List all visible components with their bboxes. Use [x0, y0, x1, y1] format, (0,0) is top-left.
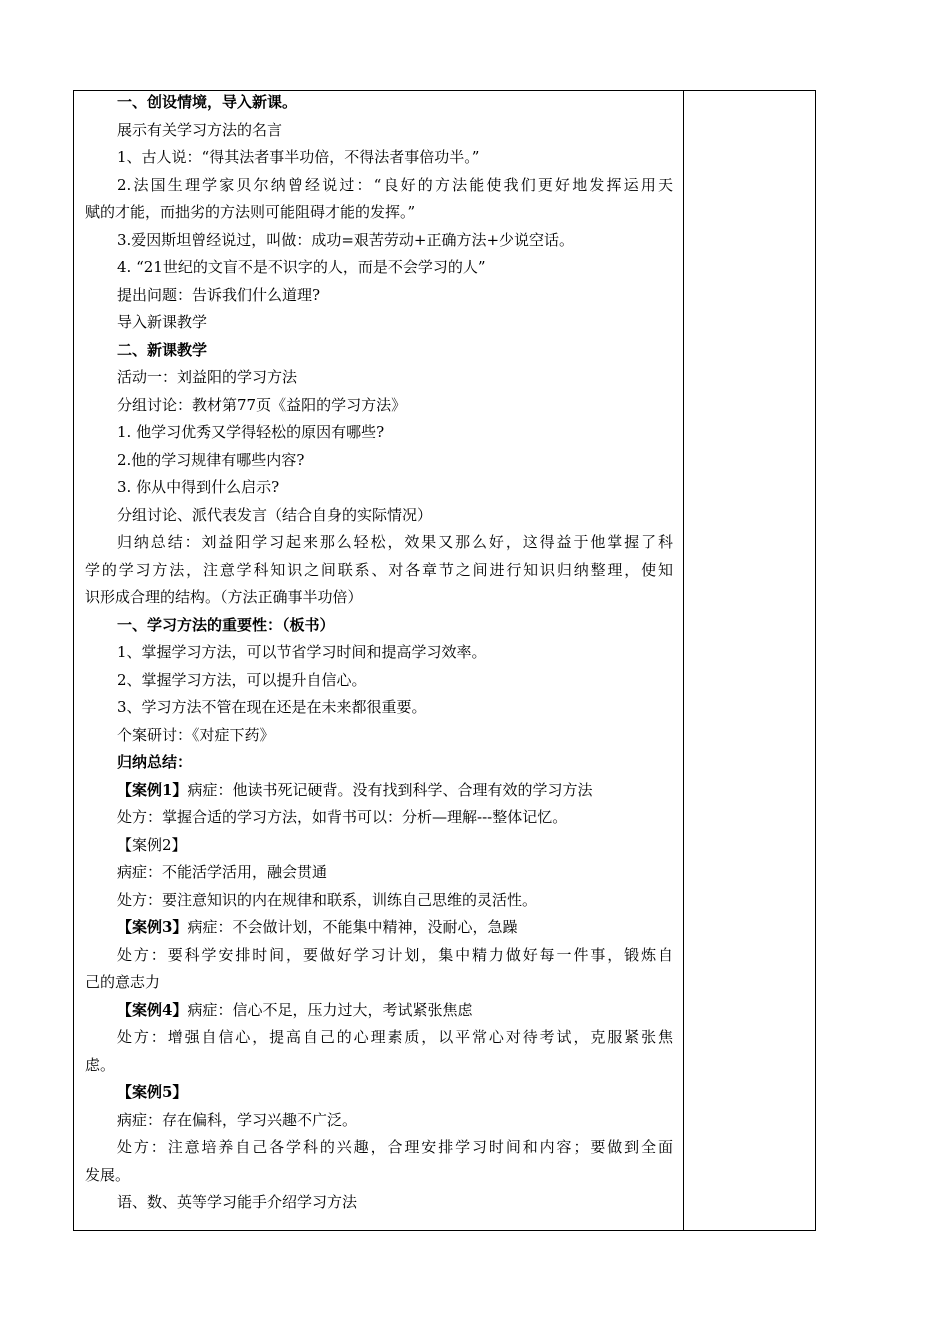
text-line: 一、创设情境，导入新课。: [117, 93, 298, 111]
text-line: 分组讨论：教材第77页《益阳的学习方法》: [117, 395, 407, 414]
text-line: 处方：增强自信心，提高自己的心理素质，以平常心对待考试，克服紧张焦: [117, 1028, 673, 1046]
text-line: 【案例2】: [117, 835, 187, 854]
text-line: 归纳总结：: [117, 753, 193, 771]
notes-cell: [684, 91, 816, 1230]
case-text: 病症：不会做计划，不能集中精神，没耐心，急躁: [187, 918, 518, 936]
text-line: 提出问题：告诉我们什么道理?: [117, 285, 321, 304]
text-line: 二、新课教学: [117, 340, 208, 359]
text-line: 个案研讨：《对症下药》: [117, 725, 275, 744]
case-label: 【案例4】: [117, 1000, 188, 1019]
text-line: 1. 他学习优秀又学得轻松的原因有哪些?: [117, 423, 385, 441]
text-line: [85, 914, 673, 942]
text-line: 展示有关学习方法的名言: [117, 120, 283, 139]
text-line: 活动一：刘益阳的学习方法: [117, 368, 298, 386]
text-line: 学的学习方法，注意学科知识之间联系、对各章节之间进行知识归纳整理，使知: [85, 560, 673, 579]
text-line: 3. 你从中得到什么启示?: [117, 478, 280, 496]
text-line: 处方：掌握合适的学习方法，如背书可以：分析—理解---整体记忆。: [117, 808, 568, 826]
lesson-content-cell: [74, 91, 683, 1230]
text-line: 3、学习方法不管在现在还是在未来都很重要。: [117, 698, 427, 716]
text-line: 2、掌握学习方法，可以提升自信心。: [117, 670, 367, 689]
text-line: [85, 777, 673, 805]
text-line: 发展。: [85, 1165, 131, 1184]
text-line: 语、数、英等学习能手介绍学习方法: [117, 1193, 358, 1211]
text-line: 处方：注意培养自己各学科的兴趣，合理安排学习时间和内容；要做到全面: [117, 1138, 673, 1156]
text-line: 4. “21世纪的文盲不是不识字的人，而是不会学习的人”: [117, 258, 486, 276]
text-line: 处方：要注意知识的内在规律和联系，训练自己思维的灵活性。: [117, 890, 538, 909]
text-line: 3.爱因斯坦曾经说过，叫做：成功=艰苦劳动+正确方法+少说空话。: [117, 230, 575, 249]
text-line: 病症：不能活学活用，融会贯通: [117, 863, 328, 881]
case-label: 【案例5】: [117, 1083, 188, 1101]
text-line: 2.他的学习规律有哪些内容?: [117, 450, 305, 469]
text-line: 1、掌握学习方法，可以节省学习时间和提高学习效率。: [117, 643, 487, 661]
text-line: 分组讨论、派代表发言（结合自身的实际情况）: [117, 505, 433, 524]
text-line: 一、学习方法的重要性：（板书）: [117, 615, 335, 634]
text-line: 赋的才能，而拙劣的方法则可能阻碍才能的发挥。”: [85, 203, 416, 221]
text-line: [85, 1079, 673, 1107]
text-line: 病症：存在偏科，学习兴趣不广泛。: [117, 1110, 358, 1129]
text-line: 己的意志力: [85, 973, 161, 991]
case-label: 【案例1】: [117, 780, 188, 799]
text-line: 1、古人说：“得其法者事半功倍，不得法者事倍功半。”: [117, 148, 480, 166]
lesson-table: [73, 90, 816, 1231]
text-line: 处方：要科学安排时间，要做好学习计划，集中精力做好每一件事，锻炼自: [117, 945, 673, 964]
text-line: [85, 997, 673, 1025]
case-text: 病症：他读书死记硬背。没有找到科学、合理有效的学习方法: [187, 780, 593, 799]
text-line: 导入新课教学: [117, 313, 208, 331]
text-line: 归纳总结：刘益阳学习起来那么轻松，效果又那么好，这得益于他掌握了科: [117, 533, 673, 551]
case-text: 病症：信心不足，压力过大，考试紧张焦虑: [187, 1000, 473, 1019]
text-line: 虑。: [85, 1055, 116, 1074]
text-line: 识形成合理的结构。（方法正确事半功倍）: [85, 588, 363, 606]
text-line: 2.法国生理学家贝尔纳曾经说过：“良好的方法能使我们更好地发挥运用天: [117, 175, 673, 194]
case-label: 【案例3】: [117, 918, 188, 936]
